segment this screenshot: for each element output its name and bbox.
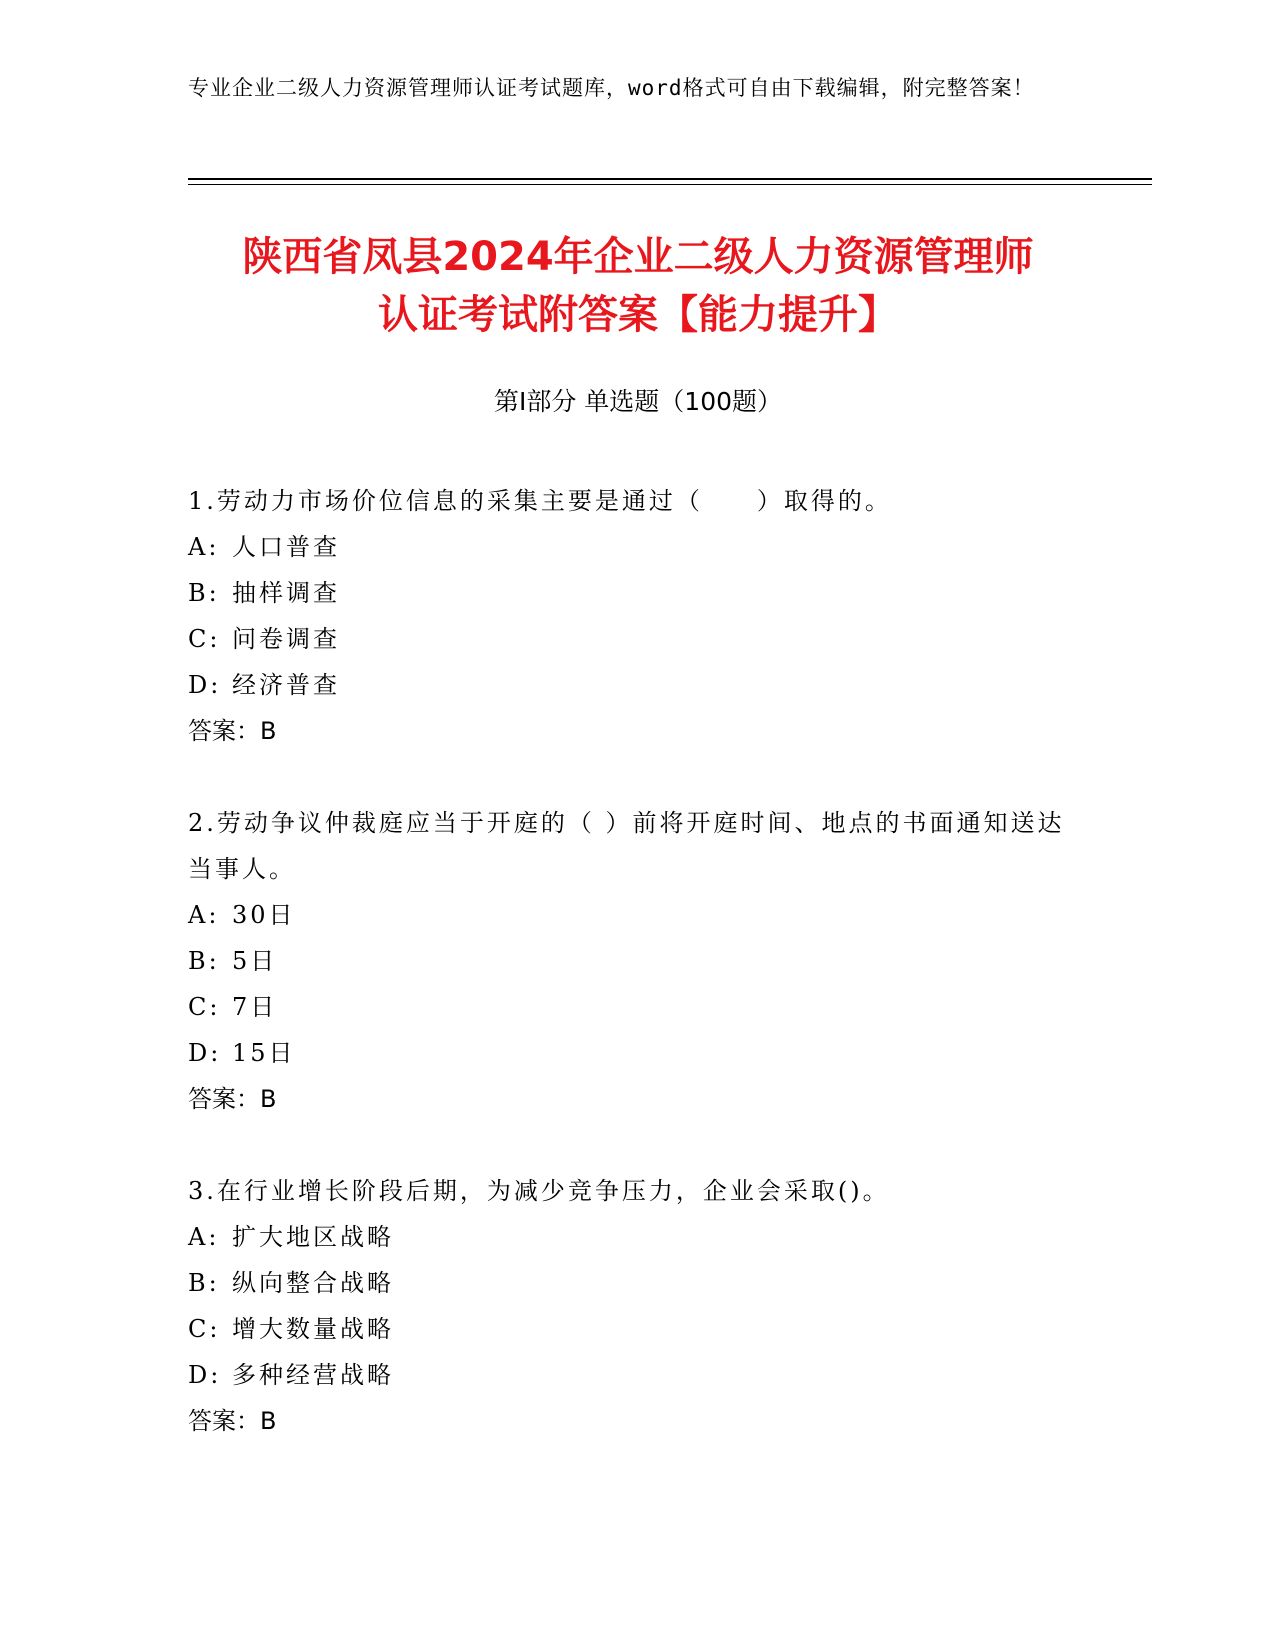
answer-line: 答案：B	[188, 1407, 277, 1435]
option-d	[188, 1030, 1088, 1076]
option-a	[188, 524, 1088, 570]
header-rule-thick	[188, 178, 1152, 180]
option-c	[188, 616, 1088, 662]
document-title-line-1: 陕西省凤县2024年企业二级人力资源管理师	[242, 234, 1034, 280]
answer-line: 答案：B	[188, 1085, 277, 1113]
option-text: 纵向整合战略	[232, 1269, 394, 1297]
option-text: 多种经营战略	[232, 1361, 394, 1389]
option-b	[188, 570, 1088, 616]
option-text: 抽样调查	[232, 579, 340, 607]
option-d	[188, 662, 1088, 708]
option-letter: A:	[188, 901, 220, 929]
answer-line: 答案：B	[188, 717, 277, 745]
option-a	[188, 892, 1088, 938]
option-text: 30日	[232, 901, 296, 929]
option-text: 人口普查	[232, 533, 340, 561]
option-letter: D:	[188, 671, 222, 699]
option-b	[188, 1260, 1088, 1306]
option-c	[188, 1306, 1088, 1352]
option-a	[188, 1214, 1088, 1260]
option-d	[188, 1352, 1088, 1398]
question-text: 1.劳动力市场价位信息的采集主要是通过（ ）取得的。	[188, 487, 892, 515]
question-text: 2.劳动争议仲裁庭应当于开庭的（ ）前将开庭时间、地点的书面通知送达当事人。	[188, 809, 1065, 883]
question-3	[188, 1168, 1088, 1444]
option-text: 问卷调查	[232, 625, 340, 653]
option-letter: C:	[188, 1315, 221, 1343]
option-letter: C:	[188, 625, 221, 653]
document-title-line-2: 认证考试附答案【能力提升】	[378, 292, 898, 338]
option-letter: A:	[188, 533, 220, 561]
option-letter: D:	[188, 1361, 222, 1389]
option-text: 7日	[232, 993, 278, 1021]
option-c	[188, 984, 1088, 1030]
question-list	[188, 478, 1088, 1490]
option-letter: B:	[188, 579, 220, 607]
header-rule-thin	[188, 184, 1152, 185]
question-text: 3.在行业增长阶段后期，为减少竞争压力，企业会采取()。	[188, 1177, 890, 1205]
option-text: 经济普查	[232, 671, 340, 699]
option-letter: B:	[188, 1269, 220, 1297]
header-note: 专业企业二级人力资源管理师认证考试题库，word格式可自由下载编辑，附完整答案！	[188, 76, 1035, 100]
question-2	[188, 800, 1088, 1122]
section-title: 第I部分 单选题（100题）	[493, 387, 783, 416]
option-letter: A:	[188, 1223, 220, 1251]
option-text: 扩大地区战略	[232, 1223, 394, 1251]
option-b	[188, 938, 1088, 984]
option-letter: D:	[188, 1039, 222, 1067]
option-text: 15日	[232, 1039, 296, 1067]
option-letter: C:	[188, 993, 221, 1021]
document-title	[188, 228, 1088, 344]
option-letter: B:	[188, 947, 220, 975]
option-text: 5日	[232, 947, 278, 975]
option-text: 增大数量战略	[232, 1315, 394, 1343]
question-1	[188, 478, 1088, 754]
